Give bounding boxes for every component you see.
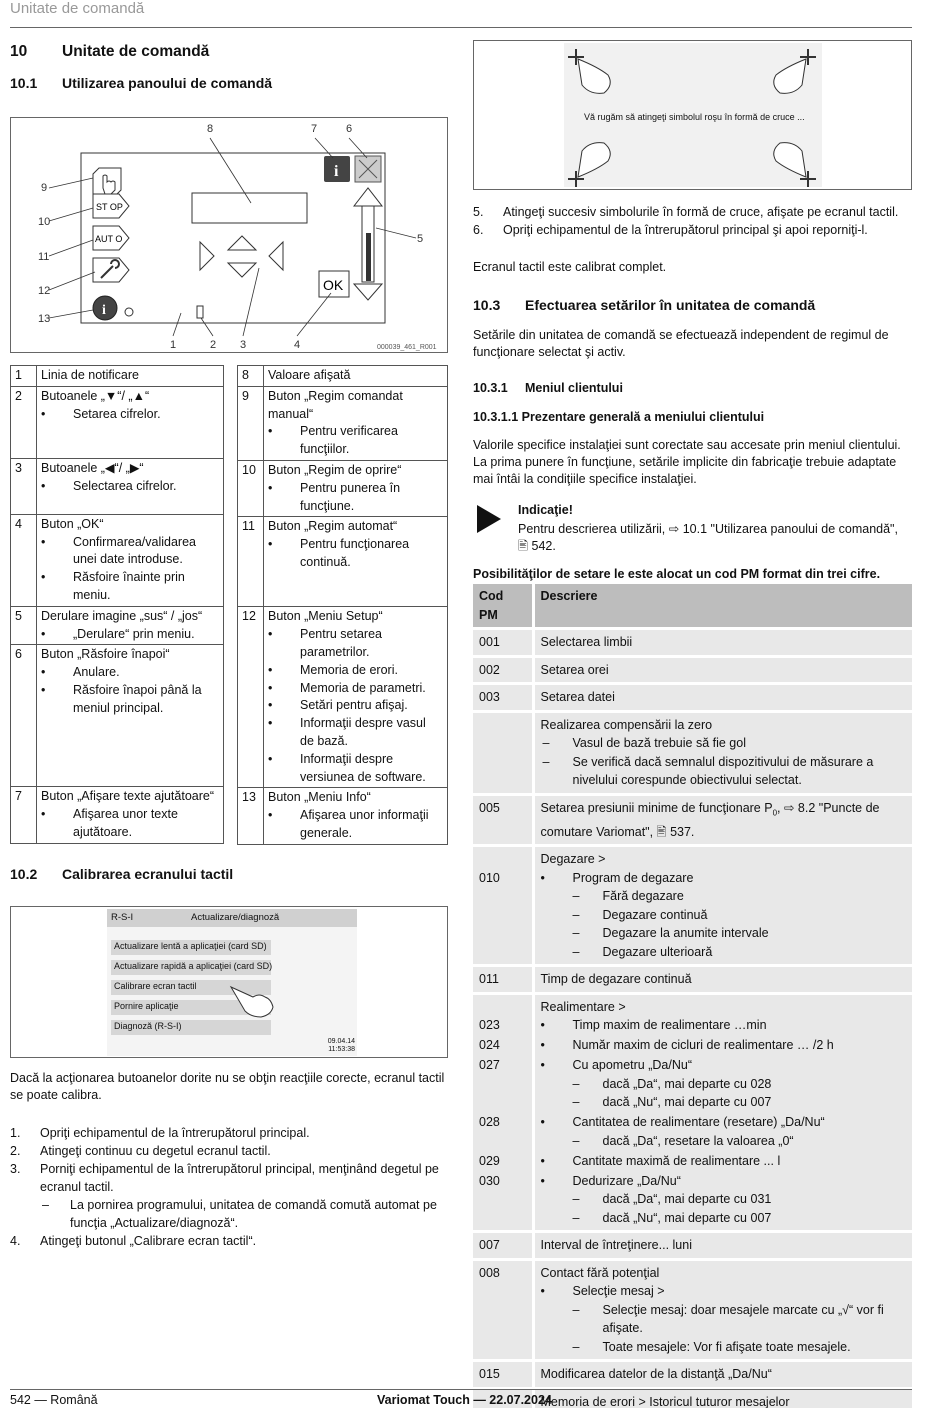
finger-icon (774, 143, 806, 177)
step (10, 1232, 448, 1250)
legend-bullet: • Informaţii despre vasul de bază. (268, 715, 443, 751)
legend-title: Buton „Regim automat“ (268, 519, 398, 534)
footer-product: Variomat Touch — 22.07.2024 (377, 1393, 552, 1407)
auto-button-label: AUT O (95, 234, 123, 244)
header-rule (10, 27, 912, 28)
substep-text: La pornirea programului, unitatea de comandă comută automat pe funcţia „Actualizare/diagnoză“. (70, 1198, 437, 1230)
legend-bullet: • Pentru verificarea funcţiilor. (268, 423, 443, 459)
calibration-done: Ecranul tactil este calibrat complet. (473, 260, 667, 274)
row-subitem: – Degazare la anumite intervale (541, 924, 907, 943)
pm-code-value: 029 (479, 1153, 500, 1168)
section-title: Prezentare generală a meniului clientului (521, 410, 765, 424)
section-number: 10.3 (473, 297, 501, 313)
table-row (473, 1232, 912, 1260)
row-bullet: • Timp maxim de realimentare …min (541, 1016, 907, 1036)
legend-row (11, 458, 224, 514)
legend-number: 8 (238, 366, 264, 387)
step-text: Atingeţi continuu cu degetul ecranul tactil. (40, 1144, 271, 1158)
section-10-3-text: Setările din unitatea de comandă se efectuează independent de regimul de funcţionare selectat şi activ. (473, 328, 889, 359)
table-row (473, 629, 912, 657)
section-number: 10.3.1.1 (473, 410, 519, 424)
note-arrow-icon (477, 505, 501, 536)
legend-title: Butoanele „◀“/ „▶“ (41, 460, 144, 475)
legend-number: 12 (238, 607, 264, 788)
section-10-3-1-1-text: Valorile specifice instalaţiei sunt corectate sau accesate prin meniul clientului. La prima punere în funcţiune, setările implicite din fabricaţie trebuie adaptate mai întâi la condiţiile specifice instalaţiei. (473, 438, 901, 486)
step-number: 5. (473, 205, 484, 219)
legend-row (11, 645, 224, 787)
section-title: Unitate de comandă (62, 43, 210, 60)
note-text: Pentru descrierea utilizării, ⇨ 10.1 "Utilizarea panoului de comandă", 🖹 542. (518, 522, 898, 553)
pm-description (533, 794, 912, 846)
pm-code: 005 (473, 794, 533, 846)
legend-bullet: • Răsfoire înapoi până la meniul principal. (41, 682, 219, 718)
legend-description (264, 607, 448, 788)
row-bullet: • Cantitatea de realimentare (resetare) „Da/Nu“ (541, 1113, 907, 1132)
control-panel-figure (10, 117, 448, 353)
row-subitem: – Vasul de bază trebuie să fie gol (541, 734, 907, 753)
pm-description (533, 1259, 912, 1361)
step (473, 203, 912, 221)
table-row (473, 993, 912, 1232)
legend-number: 4 (11, 514, 37, 606)
step-text: Atingeţi succesiv simbolurile în formă de cruce, afişate pe ecranul tactil. (503, 205, 899, 219)
screen-datetime (328, 1038, 355, 1054)
step-number: 1. (10, 1126, 21, 1140)
table-row (473, 711, 912, 794)
legend-bullet: • „Derulare“ prin meniu. (41, 626, 219, 644)
legend-row (238, 788, 448, 844)
step-substep (40, 1196, 448, 1232)
row-title: Realizarea compensării la zero (540, 717, 713, 732)
table-row (473, 794, 912, 846)
arrow-buttons (200, 236, 283, 277)
section-number: 10.3.1 (473, 381, 508, 395)
figure-id: 000039_461_R001 (377, 344, 437, 351)
callout-2: 2 (210, 339, 217, 351)
step-text: Opriţi echipamentul de la întrerupătorul principal. (40, 1126, 310, 1140)
legend-bullet: • Setări pentru afişaj. (268, 697, 443, 715)
legend-number: 13 (238, 788, 264, 844)
callout-12: 12 (38, 285, 51, 297)
pm-code: 011 (473, 966, 533, 994)
row-subitem: – Toate mesajele: Vor fi afişate toate mesajele. (541, 1338, 907, 1357)
row-text-link: , ⇨ 8.2 "Puncte de comutare Variomat", 🖹 537. (540, 800, 880, 839)
control-panel-drawing (11, 118, 449, 354)
stop-mode-button (93, 194, 129, 218)
row-subitem: – Fără degazare (541, 887, 907, 906)
note-title: Indicaţie! (518, 503, 573, 517)
row-subitem: – Selecţie mesaj: doar mesajele marcate cu „√“ vor fi afişate. (541, 1301, 907, 1338)
legend-row (238, 517, 448, 607)
legend-number: 2 (11, 386, 37, 458)
table-row (473, 1259, 912, 1361)
row-subscript: 0 (772, 808, 778, 817)
table-header-row (473, 584, 912, 629)
setup-menu-button (93, 258, 129, 282)
step-number: 4. (10, 1234, 21, 1248)
row-subitem: – dacă „Nu“, mai departe cu 007 (541, 1209, 907, 1228)
step (10, 1124, 448, 1142)
pm-code-value: 010 (479, 870, 500, 885)
pm-description: Selectarea limbii (533, 629, 912, 657)
ok-button-label: OK (323, 277, 344, 293)
section-number: 10.1 (10, 75, 38, 91)
legend-table-right (237, 365, 448, 845)
section-10-3-1-heading (473, 381, 623, 395)
svg-text:i: i (334, 163, 339, 180)
legend-description (37, 386, 224, 458)
value-display-box (192, 193, 307, 223)
row-subitem: – dacă „Da“, mai departe cu 031 (541, 1190, 907, 1209)
table-row (473, 1361, 912, 1389)
legend-number: 9 (238, 386, 264, 460)
step-text: Opriţi echipamentul de la întrerupătorul principal şi apoi reporniţi-l. (503, 223, 868, 237)
row-bullet: • Cu apometru „Da/Nu“ (541, 1056, 907, 1075)
step-number: 6. (473, 223, 484, 237)
legend-title: Buton „Regim comandat manual“ (268, 388, 403, 421)
legend-bullet: • Selectarea cifrelor. (41, 478, 219, 496)
pm-description (533, 993, 912, 1232)
manual-mode-button (93, 168, 121, 196)
finger-icon (578, 59, 610, 93)
legend-description (37, 787, 224, 843)
calibration-steps (10, 1124, 448, 1250)
legend-description (37, 514, 224, 606)
row-subitem: – Degazare continuă (541, 906, 907, 925)
legend-number: 6 (11, 645, 37, 787)
legend-row (238, 386, 448, 460)
pm-code-value: 023 (479, 1018, 500, 1032)
pm-description: Memoria de erori > Istoricul tuturor mesajelor (533, 1388, 912, 1408)
pm-description (533, 846, 912, 966)
table-row (473, 966, 912, 994)
legend-description (37, 606, 224, 645)
pm-table-caption: Posibilităţilor de setare le este alocat un cod PM format din trei cifre. (473, 567, 881, 581)
row-subitem: – dacă „Da“, mai departe cu 028 (541, 1075, 907, 1094)
pm-code: 003 (473, 684, 533, 712)
legend-bullet: • Setarea cifrelor. (41, 406, 219, 424)
screen-time: 11:53:38 (328, 1046, 355, 1053)
section-10-1-heading (10, 75, 272, 91)
calibration-crosses-figure (473, 40, 912, 190)
legend-row (238, 607, 448, 788)
pm-code-value: 030 (479, 1173, 500, 1188)
calibration-steps-cont (473, 203, 912, 239)
row-bullet: • Cantitate maximă de realimentare ... l (541, 1152, 907, 1172)
legend-row (238, 366, 448, 387)
help-button (324, 156, 350, 182)
callout-8: 8 (207, 123, 214, 135)
screen-title-left: R-S-I (111, 912, 134, 923)
row-bullet: • Selecţie mesaj > (541, 1282, 907, 1301)
legend-title: Valoare afişată (268, 368, 351, 382)
legend-number: 10 (238, 460, 264, 516)
back-button (355, 156, 381, 182)
row-subitem: – dacă „Nu“, mai departe cu 007 (541, 1093, 907, 1112)
legend-number: 7 (11, 787, 37, 843)
section-10-3-1-1-heading (473, 410, 764, 424)
legend-row (11, 366, 224, 387)
pm-code-value: 028 (479, 1115, 500, 1129)
section-10-heading (10, 43, 209, 61)
pm-description: Timp de degazare continuă (533, 966, 912, 994)
legend-bullet: • Memoria de erori. (268, 662, 443, 680)
svg-text:i: i (102, 303, 106, 318)
callout-5: 5 (417, 233, 424, 245)
row-text: Setarea presiunii minime de funcţionare P (540, 800, 773, 815)
table-row (473, 656, 912, 684)
legend-row (11, 787, 224, 843)
legend-bullet: • Afişarea unor texte ajutătoare. (41, 806, 219, 842)
update-screen (107, 909, 357, 1056)
step (473, 221, 912, 239)
row-title: Degazare > (540, 852, 606, 866)
legend-title: Buton „Afişare texte ajutătoare“ (41, 789, 215, 804)
legend-description (264, 366, 448, 387)
legend-bullet: • Memoria de parametri. (268, 680, 443, 698)
callout-4: 4 (294, 339, 301, 351)
header-code: Cod PM (473, 584, 533, 629)
pm-description: Setarea orei (533, 656, 912, 684)
step-text: Porniţi echipamentul de la întrerupătorul principal, menţinând degetul pe ecranul tactil. (40, 1162, 439, 1194)
legend-bullet: • Informaţii despre versiunea de software. (268, 751, 443, 787)
legend-bullet: • Afişarea unor informaţii generale. (268, 807, 443, 843)
row-bullet: • Dedurizare „Da/Nu“ (541, 1172, 907, 1191)
pm-code-value: 024 (479, 1038, 500, 1052)
row-subitem: – dacă „Da“, resetare la valoarea „0“ (541, 1132, 907, 1151)
step (10, 1142, 448, 1160)
pm-description: Setarea datei (533, 684, 912, 712)
calibration-prompt: Vă rugăm să atingeţi simbolul roşu în formă de cruce ... (584, 112, 805, 122)
step-number: 2. (10, 1144, 21, 1158)
callout-3: 3 (240, 339, 247, 351)
legend-row (11, 514, 224, 606)
legend-description (264, 788, 448, 844)
legend-bullet: • Anulare. (41, 664, 219, 682)
pm-description (533, 711, 912, 794)
section-number: 10.2 (10, 866, 38, 882)
pm-code (473, 846, 533, 966)
footer-rule (10, 1389, 912, 1390)
legend-title: Buton „Regim de oprire“ (268, 462, 402, 477)
callout-9: 9 (41, 182, 48, 194)
section-title: Utilizarea panoului de comandă (62, 75, 273, 91)
legend-title: Buton „Meniu Info“ (268, 790, 371, 805)
legend-title: Linia de notificare (41, 368, 139, 382)
legend-row (238, 460, 448, 516)
legend-description (264, 460, 448, 516)
footer-page: 542 — Română (10, 1393, 98, 1407)
step-text: Atingeţi butonul „Calibrare ecran tactil“. (40, 1234, 257, 1248)
legend-title: Buton „Răsfoire înapoi“ (41, 647, 170, 662)
pm-code: 001 (473, 629, 533, 657)
screen-date: 09.04.14 (327, 1038, 355, 1045)
legend-bullet: • Răsfoire înainte prin meniu. (41, 569, 219, 605)
legend-description (37, 366, 224, 387)
table-row (473, 684, 912, 712)
update-menu-item: Diagnoză (R-S-I) (111, 1020, 271, 1035)
pm-description: Interval de întreţinere... luni (533, 1232, 912, 1260)
legend-bullet: • Pentru funcţionarea continuă. (268, 536, 443, 572)
legend-title: Derulare imagine „sus“ / „jos“ (41, 608, 203, 623)
section-10-3-heading (473, 297, 815, 313)
row-title: Contact fără potenţial (540, 1265, 660, 1280)
scroll-bar (354, 188, 382, 300)
callout-6: 6 (346, 123, 353, 135)
pm-code: 007 (473, 1232, 533, 1260)
row-title: Realimentare > (540, 999, 626, 1014)
pm-code-value: 027 (479, 1058, 500, 1072)
finger-icon (578, 143, 610, 177)
row-bullet: • Număr maxim de cicluri de realimentare … /2 h (541, 1036, 907, 1056)
legend-bullet: • Pentru punerea în funcţiune. (268, 480, 443, 516)
update-menu-item: Actualizare lentă a aplicaţiei (card SD) (111, 940, 271, 955)
update-menu-item: Actualizare rapidă a aplicaţiei (card SD) (111, 960, 271, 975)
section-title: Calibrarea ecranului tactil (62, 866, 234, 882)
legend-row (11, 606, 224, 645)
update-menu-item: Calibrare ecran tactil (111, 980, 271, 995)
callout-11: 11 (38, 251, 50, 263)
update-screen-titlebar (107, 909, 357, 927)
legend-title: Buton „OK“ (41, 516, 104, 531)
row-subitem: – Se verifică dacă semnalul dispozitivului de măsurare a nivelului corespunde obiectivului selectat. (541, 753, 907, 790)
legend-description (264, 517, 448, 607)
callout-13: 13 (38, 313, 51, 325)
running-header: Unitate de comandă (10, 0, 145, 17)
ok-button (319, 271, 349, 297)
section-title: Efectuarea setărilor în unitatea de comandă (525, 297, 816, 313)
update-diagnosis-figure (10, 906, 448, 1058)
legend-row (11, 386, 224, 458)
pm-code: 015 (473, 1361, 533, 1389)
legend-description (37, 458, 224, 514)
legend-bullet: • Pentru setarea parametrilor. (268, 626, 443, 662)
legend-table-left (10, 365, 224, 844)
finger-hand-icon (229, 979, 279, 1019)
finger-icon (774, 59, 806, 93)
pm-code (473, 711, 533, 794)
info-menu-button (93, 296, 133, 320)
callout-7: 7 (311, 123, 318, 135)
legend-description (264, 386, 448, 460)
calibration-intro: Dacă la acţionarea butoanelor dorite nu se obţin reacţiile corecte, ecranul tactil se poate calibra. (10, 1071, 445, 1102)
section-10-2-heading (10, 866, 233, 882)
legend-number: 5 (11, 606, 37, 645)
pm-code-table (473, 584, 912, 1408)
legend-number: 3 (11, 458, 37, 514)
legend-description (37, 645, 224, 787)
row-subitem: – Degazare ulterioară (541, 943, 907, 962)
step (10, 1160, 448, 1196)
legend-bullet: • Confirmarea/validarea unei date introduse. (41, 534, 219, 570)
update-menu-item: Pornire aplicaţie (111, 1000, 271, 1015)
auto-mode-button (93, 226, 129, 250)
callout-1: 1 (170, 339, 177, 351)
row-bullet: • Program de degazare (541, 869, 907, 888)
legend-title: Butoanele „▼“/ „▲“ (41, 388, 150, 403)
callout-10: 10 (38, 216, 51, 228)
header-description: Descriere (533, 584, 912, 629)
calibration-screen (564, 43, 822, 187)
screen-title-right: Actualizare/diagnoză (191, 912, 280, 923)
legend-number: 1 (11, 366, 37, 387)
pm-code: 008 (473, 1259, 533, 1361)
legend-number: 11 (238, 517, 264, 607)
pm-description: Modificarea datelor de la distanţă „Da/Nu“ (533, 1361, 912, 1389)
table-row (473, 846, 912, 966)
pm-code (473, 993, 533, 1232)
stop-button-label: ST OP (96, 202, 123, 212)
pm-code: 002 (473, 656, 533, 684)
section-number: 10 (10, 43, 28, 60)
legend-title: Buton „Meniu Setup“ (268, 609, 383, 624)
step-number: 3. (10, 1162, 21, 1176)
section-title: Meniul clientului (525, 381, 623, 395)
